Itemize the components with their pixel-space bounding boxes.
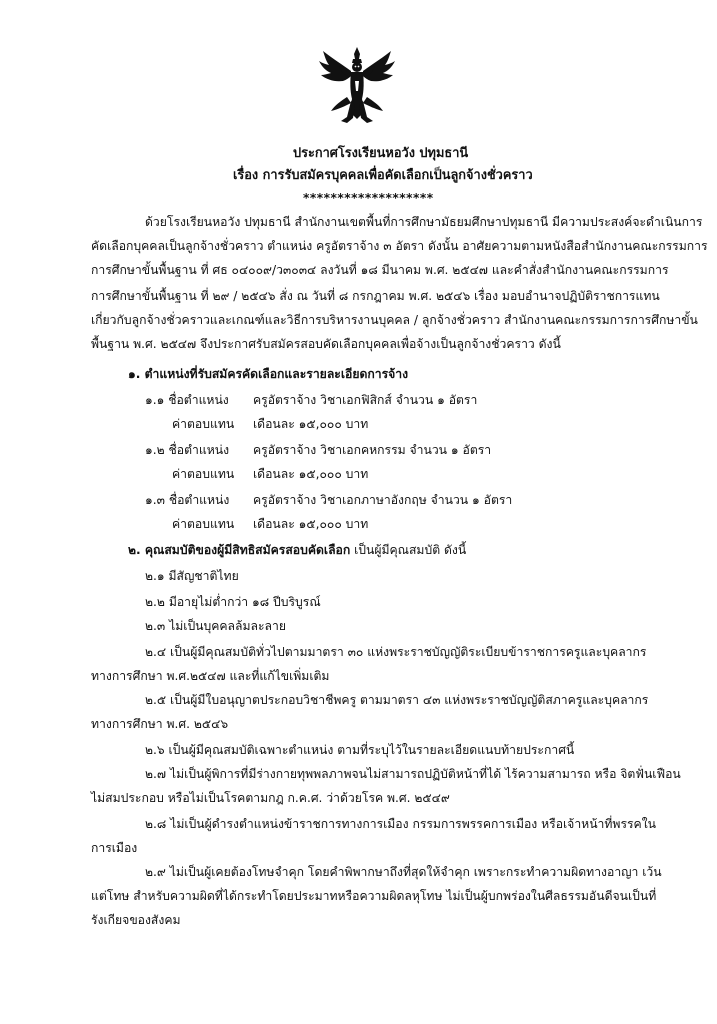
position-number: ๑.๓ ชื่อตำแหน่ง [145,493,230,507]
intro-line: พื้นฐาน พ.ศ. ๒๕๔๗ จึงประกาศรับสมัครสอบคัดเลือกบุคคลเพื่อจ้างเป็นลูกจ้างชั่วคราว ดังนี้ [91,337,561,351]
position-title: ครูอัตราจ้าง วิชาเอกฟิสิกส์ จำนวน ๑ อัตรา [253,393,478,407]
qualification-item-cont: ไม่สมประกอบ หรือไม่เป็นโรคตามกฎ ก.ค.ศ. ว่าด้วยโรค พ.ศ. ๒๕๔๙ [91,791,450,805]
section-2-heading-bold: ๒. คุณสมบัติของผู้มีสิทธิสมัครสอบคัดเลือก [128,543,351,557]
announcement-subject: เรื่อง การรับสมัครบุคคลเพื่อคัดเลือกเป็นลูกจ้างชั่วคราว [233,168,533,183]
announcement-title: ประกาศโรงเรียนหอวัง ปทุมธานี [293,146,469,161]
qualification-item: ๒.๕ เป็นผู้มีใบอนุญาตประกอบวิชาชีพครู ตามมาตรา ๔๓ แห่งพระราชบัญญัติสภาครูและบุคลากร [145,693,649,707]
intro-line: การศึกษาขั้นพื้นฐาน ที่ ศธ ๐๔๐๐๙/ว๓๐๓๔ ลงวันที่ ๑๘ มีนาคม พ.ศ. ๒๕๔๗ และคำสั่งสำนักงานคณะกรรมการ [91,263,669,277]
pay-amount: เดือนละ ๑๕,๐๐๐ บาท [253,517,369,531]
qualification-item-cont: ทางการศึกษา พ.ศ. ๒๕๔๖ [91,717,229,731]
pay-label: ค่าตอบแทน [172,467,235,481]
position-number: ๑.๒ ชื่อตำแหน่ง [145,443,230,457]
qualification-item: ๒.๘ ไม่เป็นผู้ดำรงตำแหน่งข้าราชการทางการเมือง กรรมการพรรคการเมือง หรือเจ้าหน้าที่พรรคใน [145,817,656,831]
intro-line: เกี่ยวกับลูกจ้างชั่วคราวและเกณฑ์และวิธีการบริหารงานบุคคล / ลูกจ้างชั่วคราว สำนักงานคณะกรรมการการศึกษาขั้น [91,313,698,327]
pay-amount: เดือนละ ๑๕,๐๐๐ บาท [253,417,369,431]
qualification-item-cont: ทางการศึกษา พ.ศ.๒๕๔๗ และที่แก้ไขเพิ่มเติม [91,669,330,683]
qualification-item: ๒.๒ มีอายุไม่ต่ำกว่า ๑๘ ปีบริบูรณ์ [145,595,321,609]
section-2-heading [128,544,466,556]
section-2-heading-rest: เป็นผู้มีคุณสมบัติ ดังนี้ [350,543,467,557]
pay-label: ค่าตอบแทน [172,517,235,531]
qualification-item: ๒.๙ ไม่เป็นผู้เคยต้องโทษจำคุก โดยคำพิพากษาถึงที่สุดให้จำคุก เพราะกระทำความผิดทางอาญา เว้น [145,865,662,879]
qualification-item: ๒.๑ มีสัญชาติไทย [145,569,239,583]
intro-line: คัดเลือกบุคคลเป็นลูกจ้างชั่วคราว ตำแหน่ง ครูอัตราจ้าง ๓ อัตรา ดังนั้น อาศัยความตามหนังสือสำนักงานคณะกรรมการ [91,239,708,253]
position-title: ครูอัตราจ้าง วิชาเอกคหกรรม จำนวน ๑ อัตรา [253,443,492,457]
pay-amount: เดือนละ ๑๕,๐๐๐ บาท [253,467,369,481]
intro-line: การศึกษาขั้นพื้นฐาน ที่ ๒๙ / ๒๕๔๖ สั่ง ณ วันที่ ๘ กรกฎาคม พ.ศ. ๒๕๔๖ เรื่อง มอบอำนาจปฏิบัติราชการแทน [91,289,660,303]
qualification-item: ๒.๓ ไม่เป็นบุคคลล้มละลาย [145,619,286,633]
title-divider: ******************* [303,191,434,205]
position-title: ครูอัตราจ้าง วิชาเอกภาษาอังกฤษ จำนวน ๑ อัตรา [253,493,513,507]
garuda-emblem [317,45,397,127]
qualification-item-cont: แต่โทษ สำหรับความผิดที่ได้กระทำโดยประมาทหรือความผิดลหุโทษ ไม่เป็นผู้บกพร่องในศีลธรรมอันดีจนเป็นที่ [91,889,657,903]
pay-label: ค่าตอบแทน [172,417,235,431]
qualification-item: ๒.๗ ไม่เป็นผู้พิการที่มีร่างกายทุพพลภาพจนไม่สามารถปฏิบัติหน้าที่ได้ ไร้ความสามารถ หรือ จิตฟั่นเฟือน [145,767,681,781]
intro-line: ด้วยโรงเรียนหอวัง ปทุมธานี สำนักงานเขตพื้นที่การศึกษามัธยมศึกษาปทุมธานี มีความประสงค์จะดำเนินการ [145,215,703,229]
qualification-item-cont: รังเกียจของสังคม [91,913,181,927]
qualification-item: ๒.๖ เป็นผู้มีคุณสมบัติเฉพาะตำแหน่ง ตามที่ระบุไว้ในรายละเอียดแนบท้ายประกาศนี้ [145,743,575,757]
qualification-item-cont: การเมือง [91,841,138,855]
qualification-item: ๒.๔ เป็นผู้มีคุณสมบัติทั่วไปตามมาตรา ๓๐ แห่งพระราชบัญญัติระเบียบข้าราชการครูและบุคลากร [145,645,647,659]
section-1-heading: ๑. ตำแหน่งที่รับสมัครคัดเลือกและรายละเอียดการจ้าง [128,367,409,381]
position-number: ๑.๑ ชื่อตำแหน่ง [145,393,229,407]
